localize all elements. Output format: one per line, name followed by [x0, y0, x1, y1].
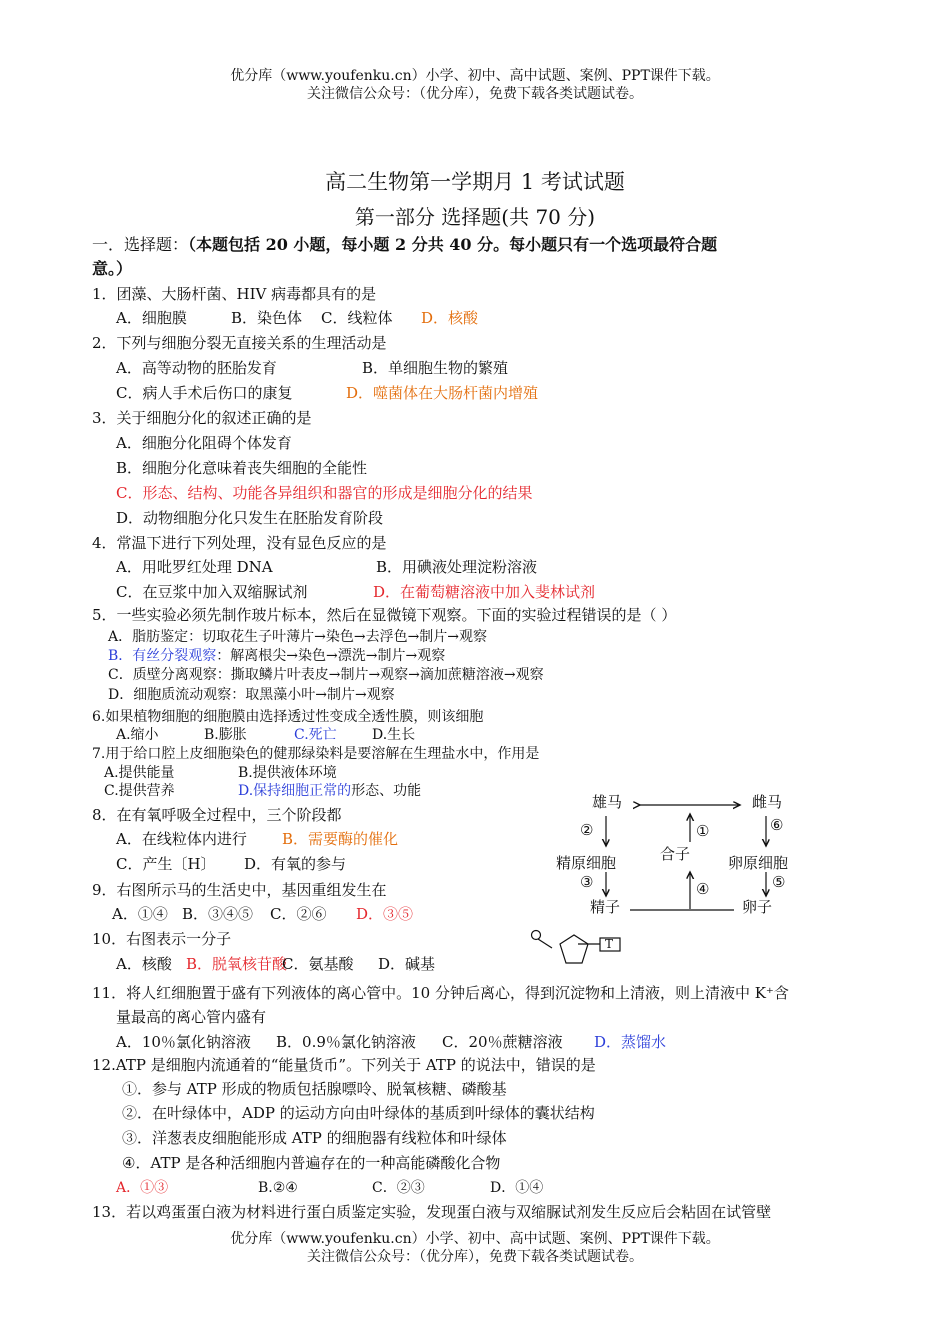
q11-option-a: A．10％氯化钠溶液: [116, 1033, 251, 1051]
q8-option-b: B．需要酶的催化: [282, 830, 399, 848]
q6-option-d: D.生长: [372, 727, 416, 743]
q2-stem: 2．下列与细胞分裂无直接关系的生理活动是: [92, 334, 387, 352]
diagram-step-2: ②: [580, 821, 594, 839]
q7-option-a: A.提供能量: [104, 765, 175, 781]
q13-stem: 13．若以鸡蛋蛋白液为材料进行蛋白质鉴定实验，发现蛋白液与双缩脲试剂发生反应后会粘固在试管壁: [92, 1203, 772, 1221]
q3-option-a: A．细胞分化阻碍个体发育: [116, 434, 292, 452]
q3-option-c: C．形态、结构、功能各异组织和器官的形成是细胞分化的结果: [116, 484, 533, 502]
q10-option-d: D．碱基: [378, 955, 436, 973]
deoxyribose-ring: [560, 935, 588, 963]
q12-option-b: B.②④: [258, 1180, 298, 1196]
q1-stem: 1．团藻、大肠杆菌、HIV 病毒都具有的是: [92, 285, 377, 303]
q4-stem: 4．常温下进行下列处理，没有显色反应的是: [92, 534, 387, 552]
q2-option-a: A．高等动物的胚胎发育: [116, 359, 277, 377]
diagram-step-1: ①: [696, 822, 710, 840]
diagram-male: 雄马: [592, 793, 623, 811]
q7-option-d-rest: 形态、功能: [351, 783, 422, 799]
q11-stem-cont: 量最高的离心管内盛有: [116, 1008, 267, 1026]
q4-option-d: D．在葡萄糖溶液中加入斐林试剂: [373, 583, 596, 601]
q2-option-c: C．病人手术后伤口的康复: [116, 384, 293, 402]
q4-option-a: A．用吡罗红处理 DNA: [116, 558, 273, 576]
q12-statement-2: ②．在叶绿体中，ADP 的运动方向由叶绿体的基质到叶绿体的囊状结构: [122, 1104, 595, 1122]
q3-stem: 3．关于细胞分化的叙述正确的是: [92, 409, 312, 427]
page-subtitle: 第一部分 选择题(共 70 分): [354, 205, 596, 229]
q11-option-c: C．20％蔗糖溶液: [442, 1033, 563, 1051]
q2-option-b: B．单细胞生物的繁殖: [362, 359, 509, 377]
q6-stem: 6.如果植物细胞的细胞膜由选择透过性变成全透性膜，则该细胞: [92, 709, 484, 725]
q5-option-d: D．细胞质流动观察：取黑藻小叶→制片→观察: [108, 687, 395, 703]
phosphate-group: [532, 931, 541, 940]
q9-option-c: C．②⑥: [270, 905, 327, 923]
diagram-step-6: ⑥: [770, 816, 784, 834]
q5-stem: 5．一些实验必须先制作玻片标本，然后在显微镜下观察。下面的实验过程错误的是（ ）: [92, 606, 677, 624]
diagram-egg: 卵子: [742, 898, 773, 916]
q12-statement-4: ④．ATP 是各种活细胞内普遍存在的一种高能磷酸化合物: [122, 1154, 501, 1172]
q6-option-b: B.膨胀: [204, 727, 247, 743]
q9-stem: 9．右图所示马的生活史中，基因重组发生在: [92, 881, 387, 899]
q10-option-a: A．核酸: [116, 955, 172, 973]
q2-option-d: D．噬菌体在大肠杆菌内增殖: [346, 384, 539, 402]
q8-option-d: D．有氧的参与: [244, 855, 347, 873]
q1-option-a: A．细胞膜: [116, 309, 187, 327]
q12-option-d: D．①④: [490, 1180, 544, 1196]
diagram-step-4: ④: [696, 880, 710, 898]
q11-option-b: B．0.9％氯化钠溶液: [276, 1033, 416, 1051]
q6-option-c: C.死亡: [294, 727, 337, 743]
section-prefix: 一．选择题：: [92, 235, 189, 254]
q6-option-a: A.缩小: [116, 727, 159, 743]
diagram-spermatogonium: 精原细胞: [556, 854, 617, 872]
q8-option-c: C．产生〔H〕: [116, 855, 216, 873]
diagram-step-3: ③: [580, 873, 594, 891]
section-instruction: （本题包括 20 小题，每小题 2 分共 40 分。每小题只有一个选项最符合题: [188, 235, 718, 254]
q5-option-b-rest: ：解离根尖→染色→漂洗→制片→观察: [216, 648, 446, 664]
diagram-oogonium: 卵原细胞: [728, 854, 789, 872]
q7-stem: 7.用于给口腔上皮细胞染色的健那绿染料是要溶解在生理盐水中，作用是: [92, 746, 540, 762]
diagram-zygote: 合子: [660, 845, 691, 863]
footer-line-1: 优分库（www.youfenku.cn）小学、初中、高中试题、案例、PPT课件下载。: [230, 1231, 720, 1247]
q4-option-c: C．在豆浆中加入双缩脲试剂: [116, 583, 308, 601]
diagram-step-5: ⑤: [772, 873, 786, 891]
q3-option-d: D．动物细胞分化只发生在胚胎发育阶段: [116, 509, 384, 527]
q7-option-b: B.提供液体环境: [238, 765, 337, 781]
section-instruction-cont: 意。）: [92, 259, 133, 278]
q12-statement-3: ③．洋葱表皮细胞能形成 ATP 的细胞器有线粒体和叶绿体: [122, 1129, 507, 1147]
header-line-2: 关注微信公众号：（优分库），免费下载各类试题试卷。: [307, 86, 643, 102]
q4-option-b: B．用碘液处理淀粉溶液: [376, 558, 538, 576]
q5-option-c: C．质壁分离观察：撕取鳞片叶表皮→制片→观察→滴加蔗糖溶液→观察: [108, 667, 544, 683]
q1-option-c: C．线粒体: [321, 309, 393, 327]
nucleotide-base-label: T: [605, 937, 614, 951]
q8-stem: 8．在有氧呼吸全过程中，三个阶段都: [92, 806, 342, 824]
q5-option-a: A．脂肪鉴定：切取花生子叶薄片→染色→去浮色→制片→观察: [108, 629, 488, 645]
q9-option-d: D．③⑤: [356, 905, 414, 923]
diagram-sperm: 精子: [590, 898, 621, 916]
q8-option-a: A．在线粒体内进行: [116, 830, 247, 848]
q10-option-b: B．脱氧核苷酸: [186, 955, 288, 973]
q9-option-b: B．③④⑤: [182, 905, 254, 923]
q12-stem: 12.ATP 是细胞内流通着的“能量货币”。下列关于 ATP 的说法中，错误的是: [92, 1056, 596, 1074]
q7-option-d-label: D.保持细胞正常的: [238, 783, 352, 799]
q11-stem: 11．将人红细胞置于盛有下列液体的离心管中。10 分钟后离心，得到沉淀物和上清液，则上清液中 K⁺含: [92, 984, 789, 1002]
q11-option-d: D．蒸馏水: [594, 1033, 667, 1051]
q12-option-a: A．①③: [116, 1180, 169, 1196]
q9-option-a: A．①④: [112, 905, 168, 923]
page-title: 高二生物第一学期月 1 考试试题: [325, 170, 625, 194]
footer-line-2: 关注微信公众号：（优分库），免费下载各类试题试卷。: [307, 1249, 643, 1265]
q1-option-d: D．核酸: [421, 309, 479, 327]
q3-option-b: B．细胞分化意味着丧失细胞的全能性: [116, 459, 368, 477]
q7-option-c: C.提供营养: [104, 783, 175, 799]
diagram-female: 雌马: [752, 793, 783, 811]
q5-option-b-label: B．有丝分裂观察: [108, 648, 217, 664]
q1-option-b: B．染色体: [231, 309, 303, 327]
header-line-1: 优分库（www.youfenku.cn）小学、初中、高中试题、案例、PPT课件下载。: [230, 68, 720, 84]
q10-option-c: C．氨基酸: [282, 955, 354, 973]
q12-statement-1: ①．参与 ATP 形成的物质包括腺嘌呤、脱氧核糖、磷酸基: [122, 1080, 507, 1098]
q12-option-c: C．②③: [372, 1180, 425, 1196]
q10-stem: 10．右图表示一分子: [92, 930, 232, 948]
